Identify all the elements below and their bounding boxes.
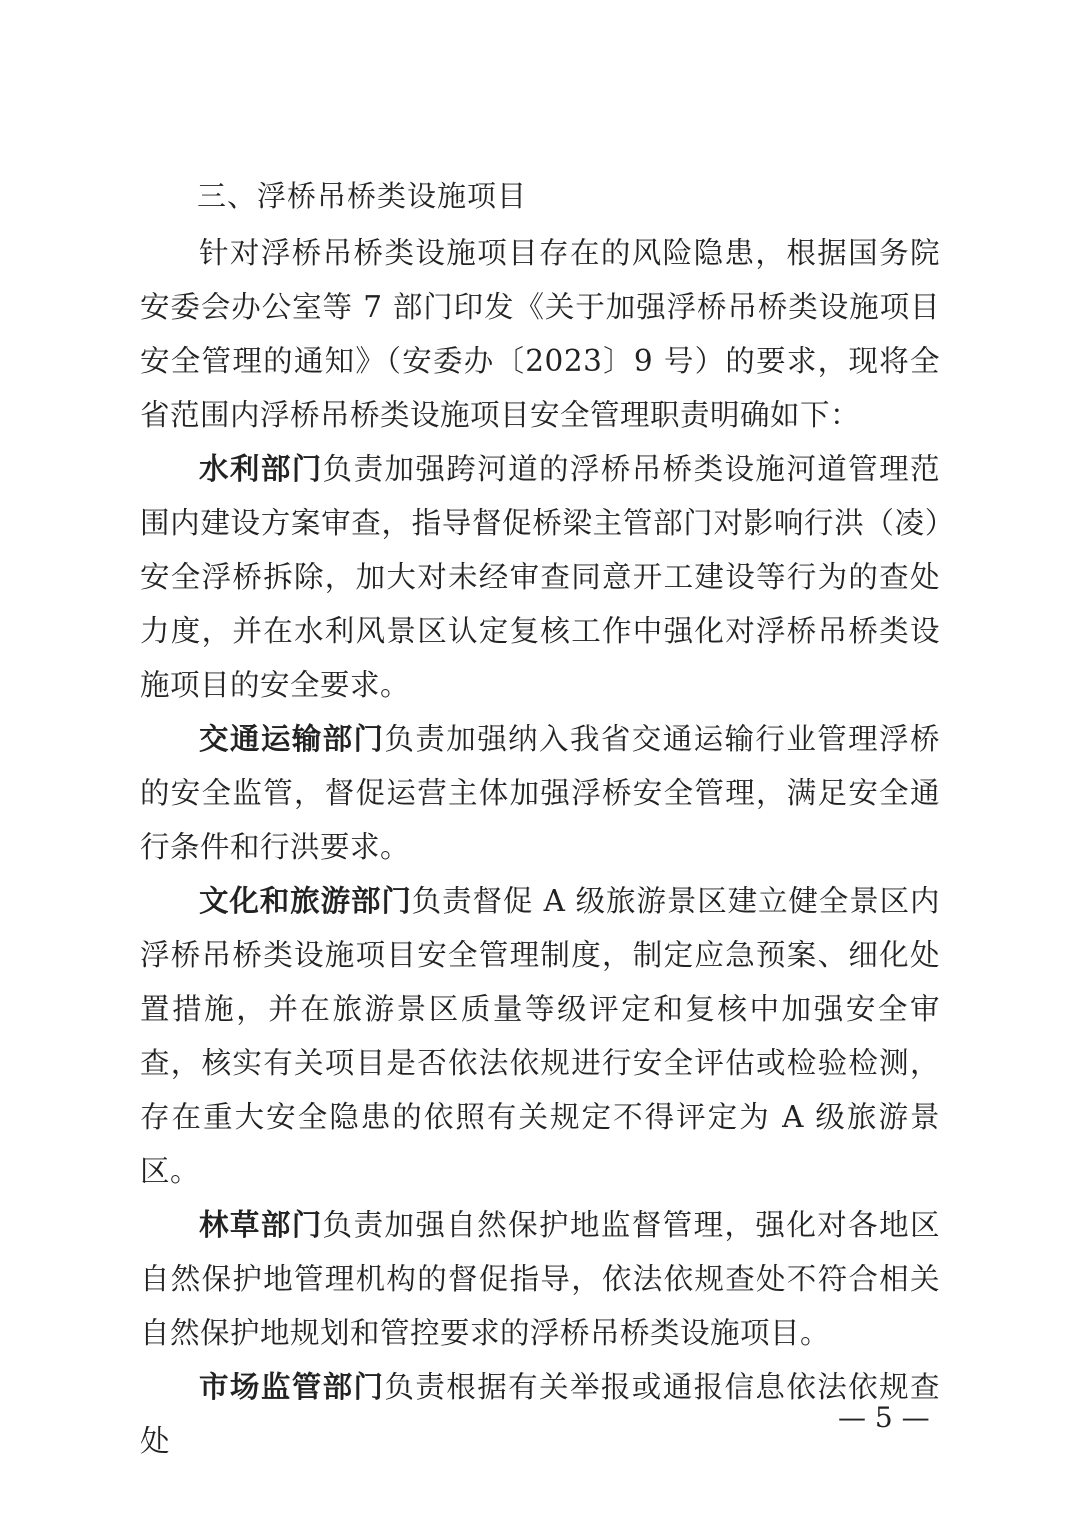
paragraph-text: 负责督促 A 级旅游景区建立健全景区内浮桥吊桥类设施项目安全管理制度，制定应急预案、细化处置措施，并在旅游景区质量等级评定和复核中加强安全审查，核实有关项目是否依法依规进行安全评估或检验检测，存在重大安全隐患的依照有关规定不得评定为 A 级旅游景区。 (140, 884, 940, 1188)
paragraph-forestry (140, 1198, 940, 1360)
paragraph-culture-tourism (140, 874, 940, 1198)
body-text (140, 226, 940, 1468)
section-heading: 三、浮桥吊桥类设施项目 (197, 179, 528, 213)
paragraph-lead: 市场监管部门 (199, 1370, 385, 1404)
paragraph-lead: 文化和旅游部门 (199, 884, 412, 918)
paragraph-market-supervision (140, 1360, 940, 1468)
page-number: — 5 — (838, 1401, 930, 1434)
paragraph-intro (140, 226, 940, 442)
paragraph-text: 负责加强自然保护地监督管理，强化对各地区自然保护地管理机构的督促指导，依法依规查处不符合相关自然保护地规划和管控要求的浮桥吊桥类设施项目。 (140, 1208, 940, 1350)
paragraph-lead: 水利部门 (199, 452, 323, 486)
paragraph-text: 负责加强跨河道的浮桥吊桥类设施河道管理范围内建设方案审查，指导督促桥梁主管部门对影响行洪（凌）安全浮桥拆除，加大对未经审查同意开工建设等行为的查处力度，并在水利风景区认定复核工作中强化对浮桥吊桥类设施项目的安全要求。 (140, 452, 940, 702)
paragraph-text: 负责加强纳入我省交通运输行业管理浮桥的安全监管，督促运营主体加强浮桥安全管理，满足安全通行条件和行洪要求。 (140, 722, 940, 864)
paragraph-text: 负责根据有关举报或通报信息依法依规查处 (140, 1370, 940, 1458)
paragraph-transport (140, 712, 940, 874)
paragraph-text: 针对浮桥吊桥类设施项目存在的风险隐患，根据国务院安委会办公室等 7 部门印发《关于加强浮桥吊桥类设施项目安全管理的通知》（安委办〔2023〕9 号）的要求，现将全省范围内浮桥吊桥类设施项目安全管理职责明确如下： (140, 236, 940, 432)
paragraph-lead: 交通运输部门 (199, 722, 385, 756)
paragraph-water-resources (140, 442, 940, 712)
paragraph-lead: 林草部门 (199, 1208, 323, 1242)
